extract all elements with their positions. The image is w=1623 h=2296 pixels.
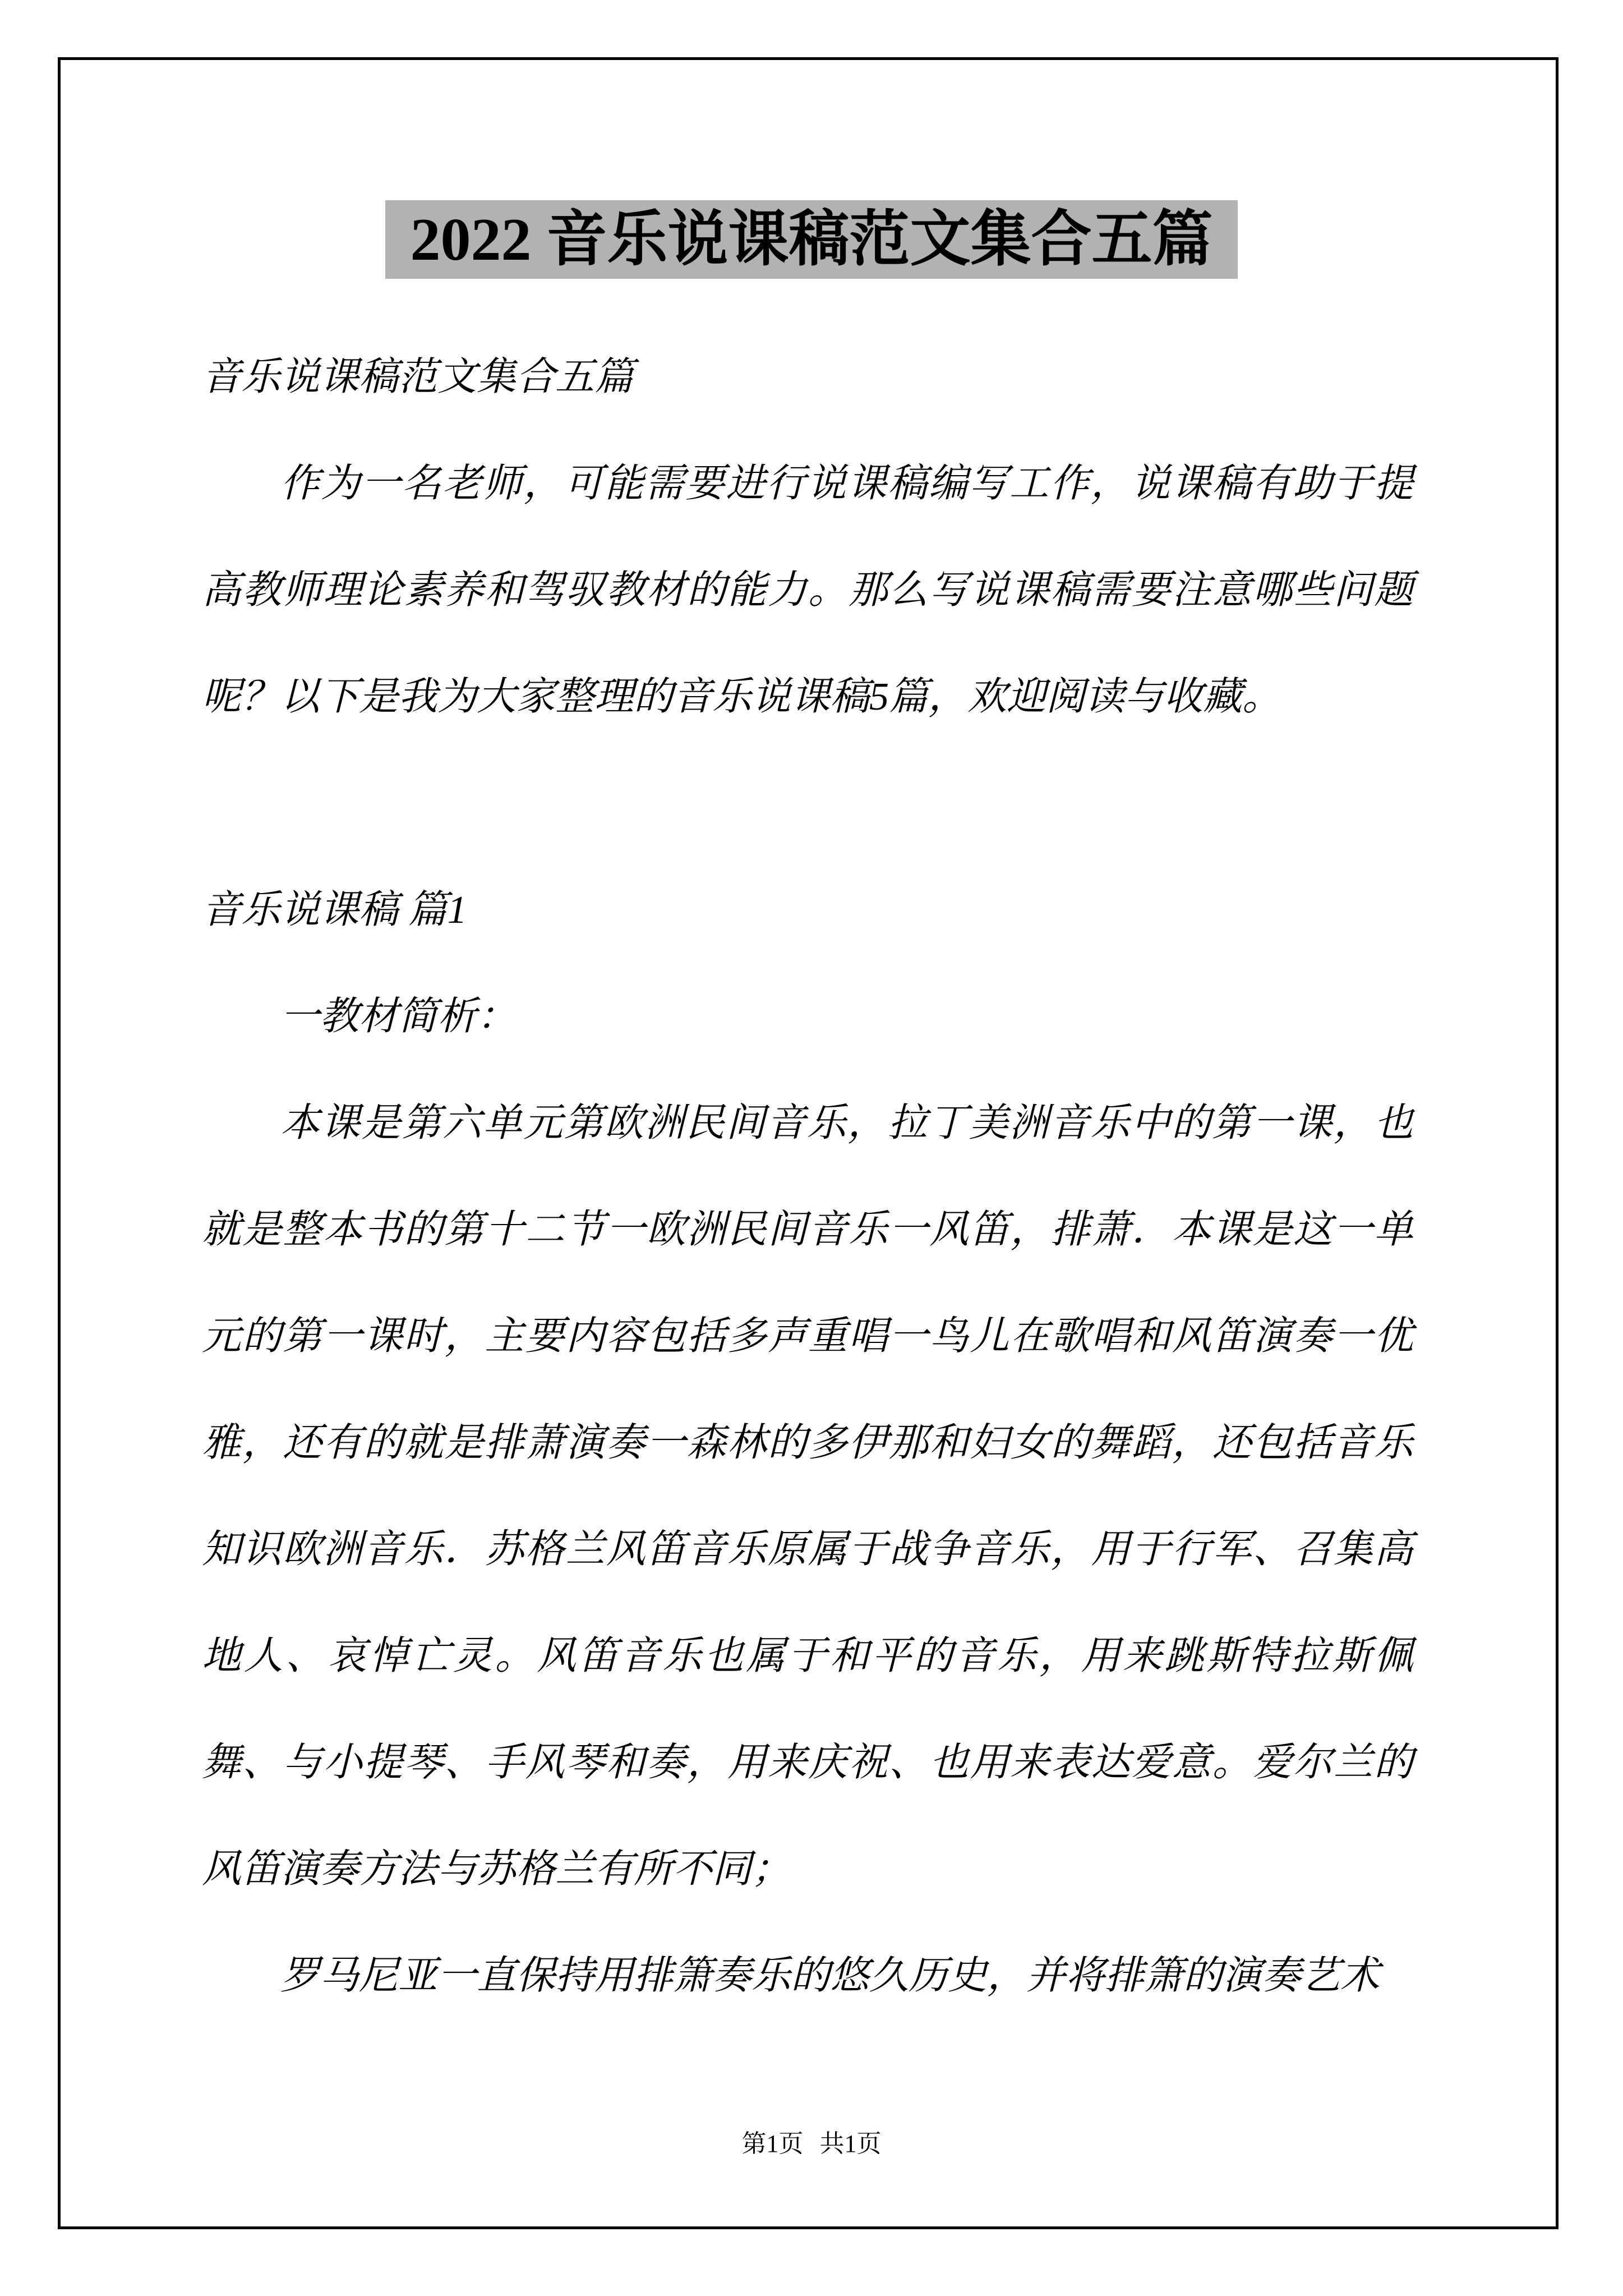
paragraph: 音乐说课稿范文集合五篇 — [202, 356, 634, 399]
paragraph: 一教材简析： — [280, 995, 516, 1038]
document-title: 2022 音乐说课稿范文集合五篇 — [385, 200, 1237, 279]
page-number-footer: 第1页 共1页 — [741, 2130, 882, 2157]
paragraph: 本课是第六单元第欧洲民间音乐，拉丁美洲音乐中的第一课，也就是整本书的第十二节一欧洲民间音乐一风笛，排萧．本课是这一单元的第一课时，主要内容包括多声重唱一鸟儿在歌唱和风笛演奏一优雅，还有的就是排萧演奏一森林的多伊那和妇女的舞蹈，还包括音乐知识欧洲音乐．苏格兰风笛音乐原属于战争音乐，用于行军、召集高地人、哀悼亡灵。风笛音乐也属于和平的音乐，用来跳斯特拉斯佩舞、与小提琴、手风琴和奏，用来庆祝、也用来表达爱意。爱尔兰的风笛演奏方法与苏格兰有所不同； — [202, 1102, 1413, 1891]
blank-line — [202, 751, 1413, 857]
paragraph: 作为一名老师，可能需要进行说课稿编写工作，说课稿有助于提高教师理论素养和驾驭教材的能力。那么写说课稿需要注意哪些问题呢？以下是我为大家整理的音乐说课稿5篇，欢迎阅读与收藏。 — [202, 462, 1413, 719]
document-title-line — [0, 200, 1623, 279]
paragraph: 罗马尼亚一直保持用排箫奏乐的悠久历史，并将排箫的演奏艺术 — [280, 1954, 1380, 1998]
document-body — [202, 324, 1413, 2030]
paragraph: 音乐说课稿 篇1 — [202, 889, 467, 932]
